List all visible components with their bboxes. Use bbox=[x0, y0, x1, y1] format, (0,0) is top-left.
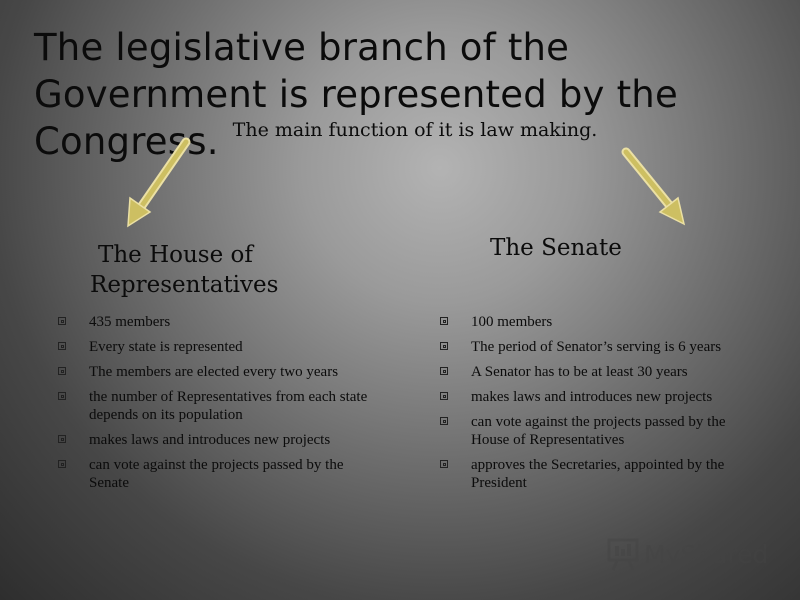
arrow-down-left-icon bbox=[120, 132, 200, 232]
list-item: 100 members bbox=[440, 313, 755, 331]
square-bullet-icon bbox=[58, 342, 66, 350]
square-bullet-icon bbox=[440, 460, 448, 468]
square-bullet-icon bbox=[58, 317, 66, 325]
slide-subtitle: The main function of it is law making. bbox=[232, 119, 598, 141]
list-item: makes laws and introduces new projects bbox=[58, 431, 378, 449]
square-bullet-icon bbox=[58, 460, 66, 468]
list-item: Every state is represented bbox=[58, 338, 378, 356]
list-item: The period of Senator’s serving is 6 years bbox=[440, 338, 755, 356]
square-bullet-icon bbox=[440, 392, 448, 400]
watermark bbox=[606, 536, 768, 572]
list-item: can vote against the projects passed by the House of Representatives bbox=[440, 413, 755, 449]
square-bullet-icon bbox=[58, 435, 66, 443]
square-bullet-icon bbox=[440, 367, 448, 375]
list-item: the number of Representatives from each state depends on its population bbox=[58, 388, 378, 424]
presentation-board-icon bbox=[606, 537, 640, 571]
arrow-down-right-icon bbox=[616, 144, 696, 234]
senate-list bbox=[440, 313, 755, 499]
slide-title: The legislative branch of the Government is represented by the Congress. bbox=[34, 26, 678, 163]
list-item: The members are elected every two years bbox=[58, 363, 378, 381]
square-bullet-icon bbox=[440, 417, 448, 425]
list-item: 435 members bbox=[58, 313, 378, 331]
senate-heading: The Senate bbox=[490, 235, 622, 261]
list-item: approves the Secretaries, appointed by the President bbox=[440, 456, 755, 492]
square-bullet-icon bbox=[58, 392, 66, 400]
list-item: can vote against the projects passed by the Senate bbox=[58, 456, 378, 492]
list-item: makes laws and introduces new projects bbox=[440, 388, 755, 406]
house-list bbox=[58, 313, 378, 499]
square-bullet-icon bbox=[58, 367, 66, 375]
square-bullet-icon bbox=[440, 317, 448, 325]
house-heading: The House of Representatives bbox=[90, 242, 279, 298]
square-bullet-icon bbox=[440, 342, 448, 350]
watermark-text: MyShared bbox=[644, 539, 769, 569]
list-item: A Senator has to be at least 30 years bbox=[440, 363, 755, 381]
